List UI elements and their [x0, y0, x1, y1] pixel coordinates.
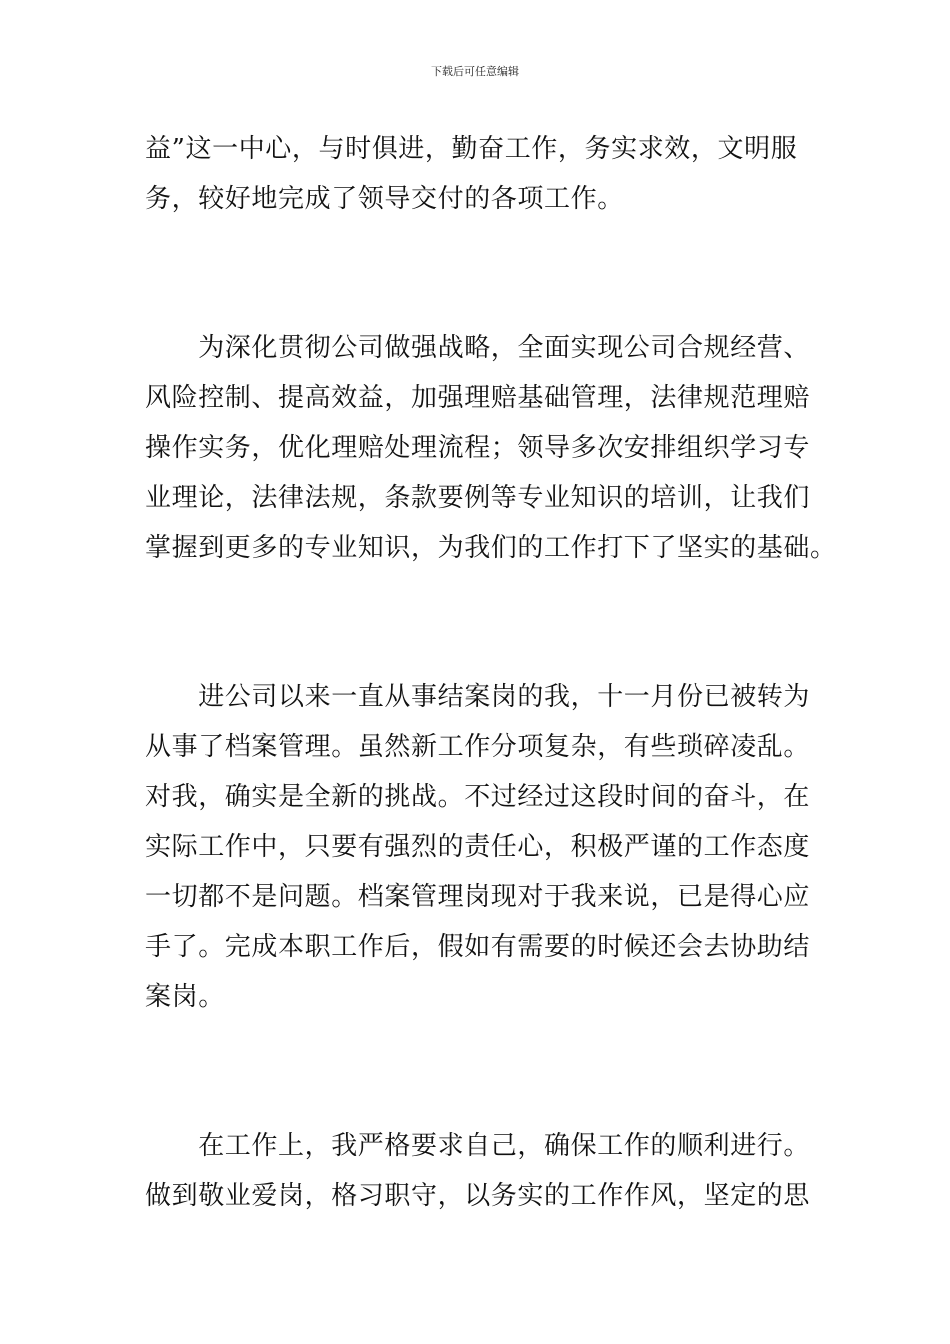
- text-line: 为深化贯彻公司做强战略，全面实现公司合规经营、: [145, 333, 811, 363]
- text-line: 业理论，法律法规，条款要例等专业知识的培训，让我们: [145, 483, 811, 513]
- text-line: 益”这一中心，与时俱进，勤奋工作，务实求效，文明服: [145, 134, 798, 164]
- text-line: 手了。完成本职工作后，假如有需要的时候还会去协助结: [145, 932, 811, 962]
- text-line: 做到敬业爱岗，格习职守，以务实的工作作风，坚定的思: [145, 1181, 811, 1211]
- text-line: 掌握到更多的专业知识，为我们的工作打下了坚实的基础。: [145, 533, 837, 563]
- text-line: 从事了档案管理。虽然新工作分项复杂，有些琐碎凌乱。: [145, 732, 811, 762]
- text-line: 一切都不是问题。档案管理岗现对于我来说，已是得心应: [145, 882, 811, 912]
- text-line: 操作实务，优化理赔处理流程；领导多次安排组织学习专: [145, 433, 811, 463]
- text-line: 案岗。: [145, 982, 225, 1012]
- text-line: 在工作上，我严格要求自己，确保工作的顺利进行。: [145, 1131, 811, 1161]
- text-line: 对我，确实是全新的挑战。不过经过这段时间的奋斗，在: [145, 782, 811, 812]
- page-header: 下载后可任意编辑: [431, 65, 519, 78]
- text-line: 进公司以来一直从事结案岗的我，十一月份已被转为: [145, 682, 811, 712]
- text-line: 风险控制、提高效益，加强理赔基础管理，法律规范理赔: [145, 383, 811, 413]
- text-line: 实际工作中，只要有强烈的责任心，积极严谨的工作态度: [145, 832, 811, 862]
- text-line: 务，较好地完成了领导交付的各项工作。: [145, 184, 624, 214]
